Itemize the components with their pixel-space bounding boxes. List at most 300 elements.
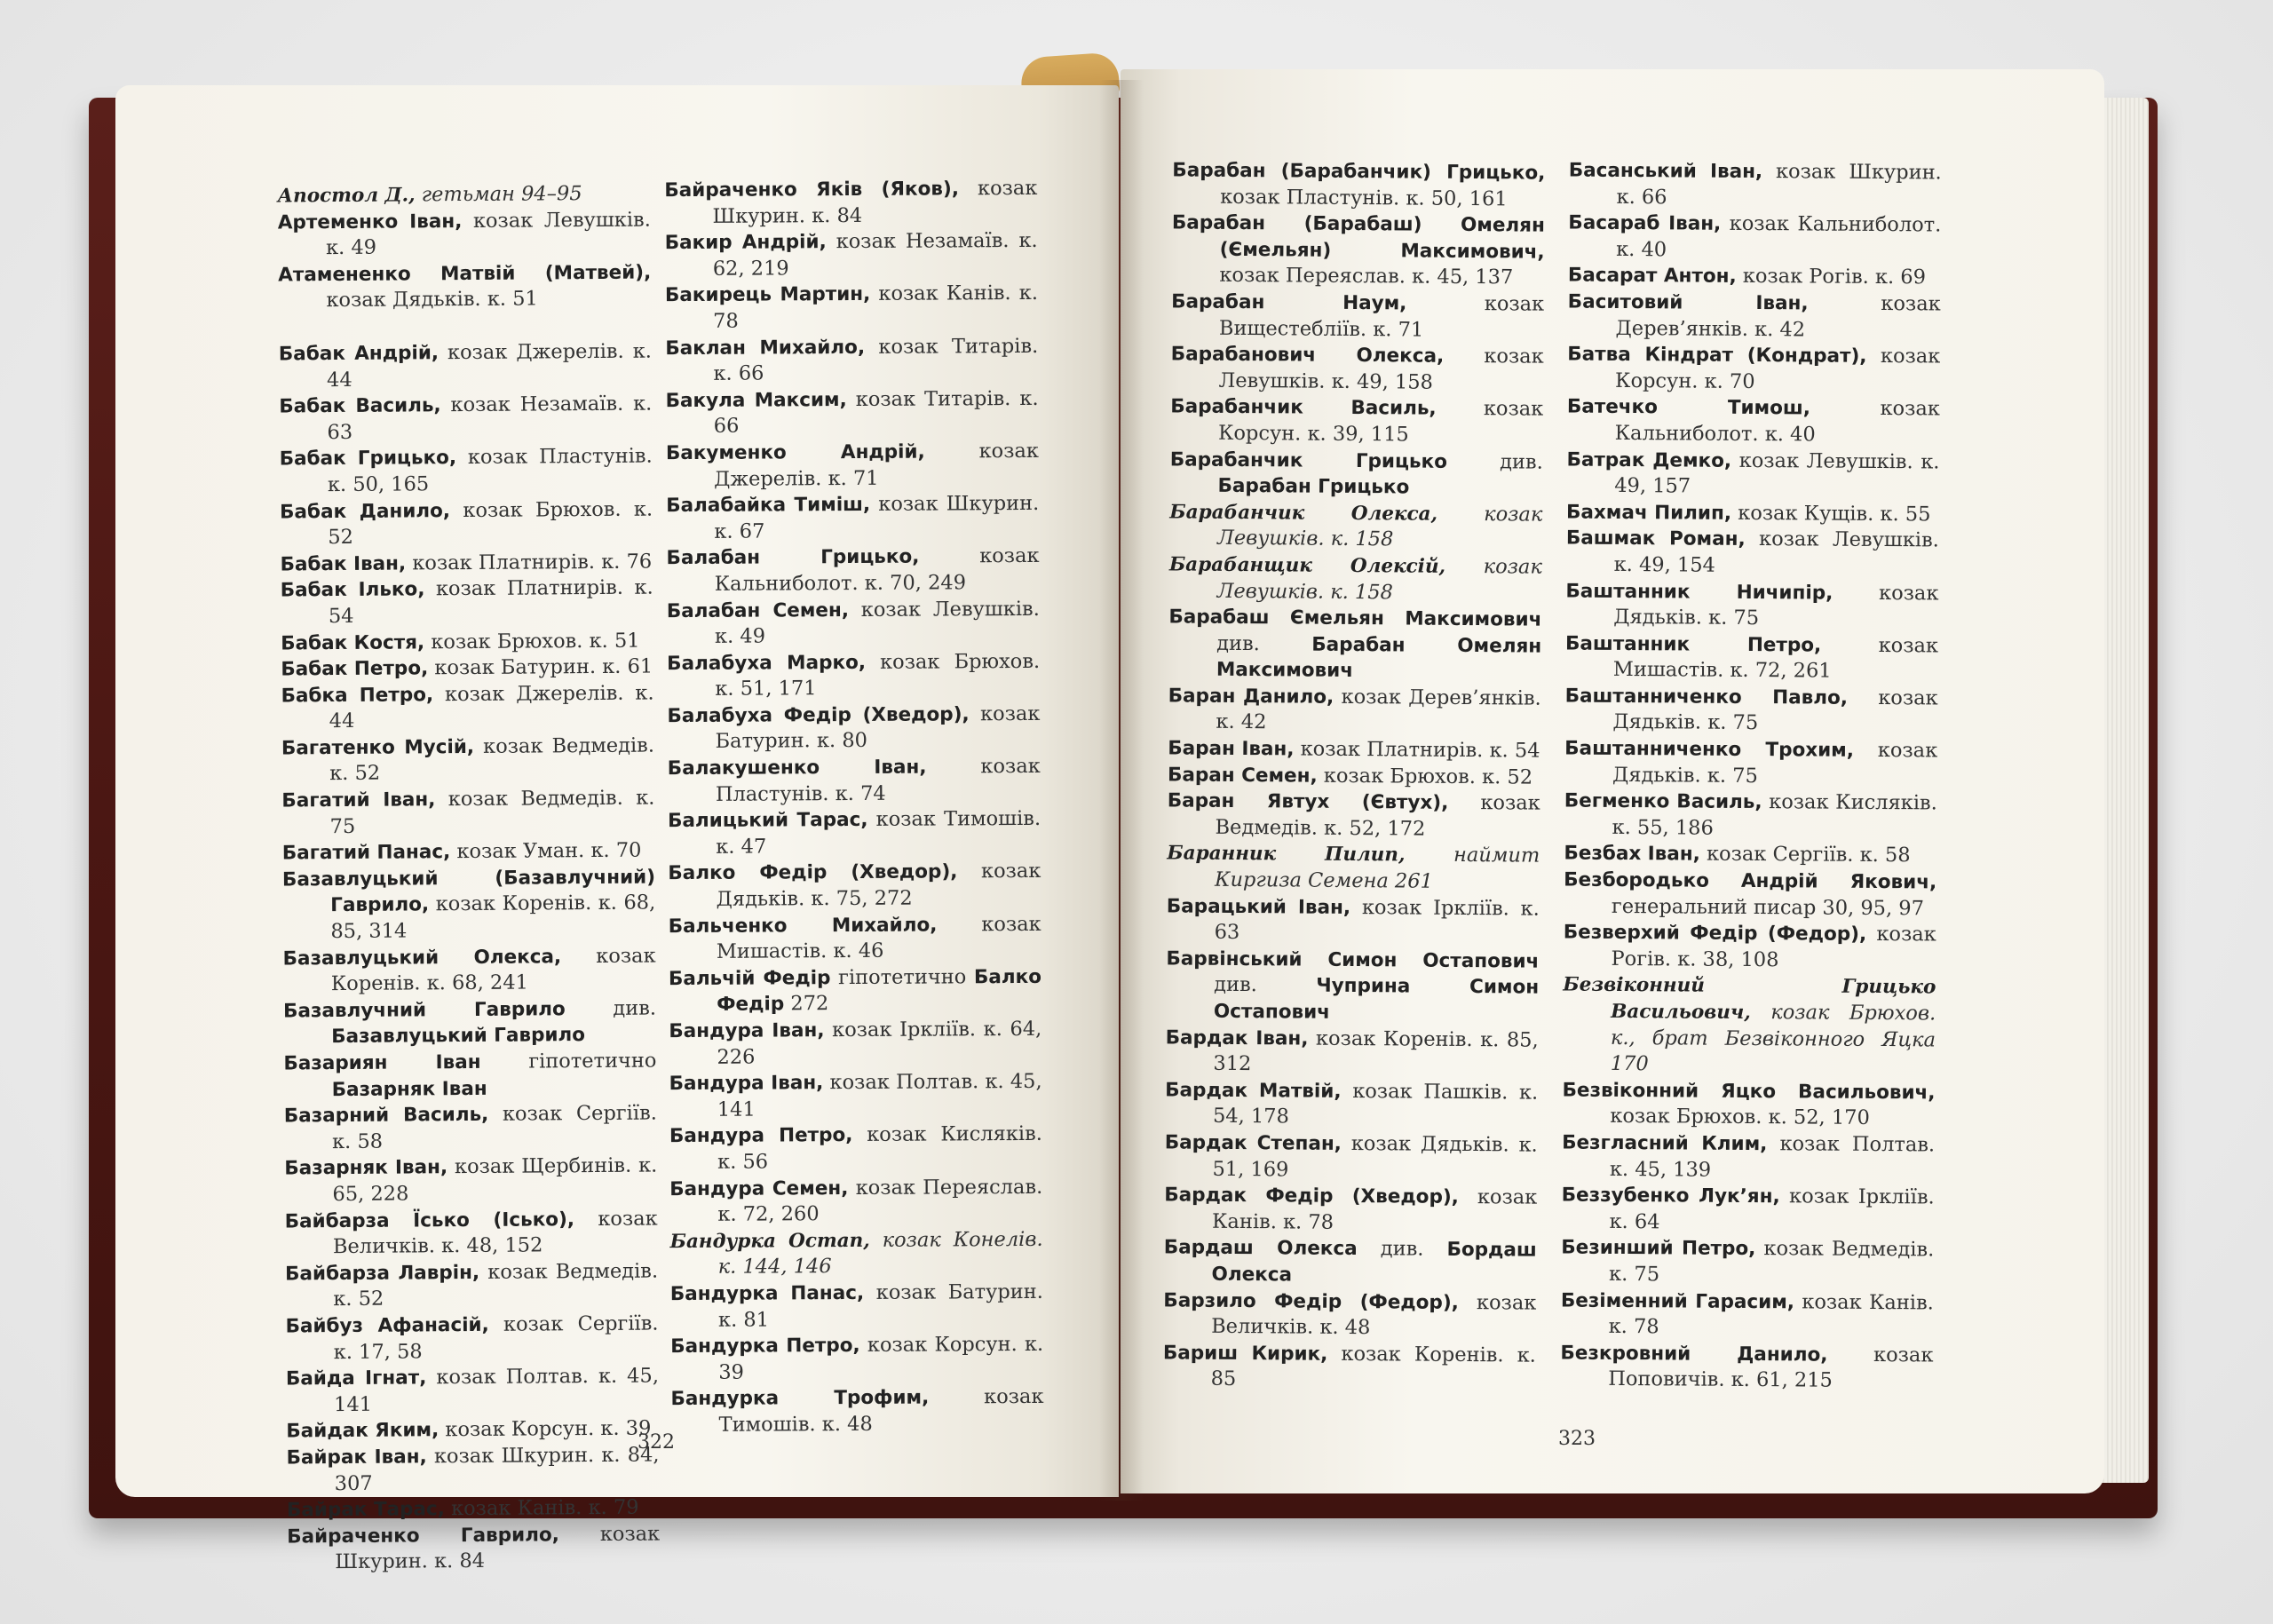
entry-name: Бандурка Трофим, [670,1386,930,1411]
entry-name: Безбородько Андрій Якович, [1564,868,1937,894]
entry-name: Байдак Яким, [286,1419,440,1443]
entry-detail: козак Ведмедів. к. 75 [329,786,655,838]
entry-name: Базавлучний Гаврило [282,998,566,1023]
entry-name: Баштанниченко Трохим, [1564,737,1855,762]
entry-name: Бандурка Петро, [670,1335,860,1359]
index-entry [1567,394,1940,449]
entry-detail: козак Сергіїв. к. 58 [331,1101,657,1153]
entry-name: Баштанниченко Павло, [1564,685,1849,709]
entry-name: Балко Федір (Хведор), [668,860,958,885]
entry-name: Бакир Андрій, [664,231,827,255]
index-entry [283,995,656,1050]
entry-detail: гіпотетично [480,1049,657,1073]
entry-name: Балабуха Федір (Хведор), [667,703,970,727]
entry-name: Бардак Федір (Хведор), [1164,1184,1459,1209]
index-entry [282,864,656,946]
entry-name: Бандурка Панас, [669,1281,865,1306]
entry-detail: козак Тимошів. к. 47 [716,807,1041,859]
entry-detail: козак Полтав. к. 45, 141 [717,1070,1042,1121]
page-number: 323 [1558,1428,1596,1450]
index-entry [281,733,654,788]
index-entry [281,654,653,684]
entry-name: Бариш Кирик, [1162,1342,1328,1366]
index-entry [1169,499,1542,554]
index-entry [286,1416,659,1446]
index-entry [670,1279,1043,1334]
entry-name: Барабан (Барабаш) Омелян (Ємельян) Максимович, [1171,211,1545,264]
entry-detail: козак Шкурин. к. 84, 307 [334,1443,660,1495]
entry-detail: козак Пластунів. к. 74 [715,754,1041,806]
index-entry [278,259,651,314]
entry-detail: козак Переяслав. к. 45, 137 [1219,264,1514,289]
entry-name: Безіменний Гарасим, [1560,1289,1795,1313]
index-entry [666,386,1039,440]
entry-detail: козак Дядьків. к. 51 [326,287,538,313]
entry-detail: козак Ведмедів. к. 52 [329,733,655,786]
index-entry [278,207,651,262]
index-entry [283,1049,656,1104]
index-column [1560,158,1942,1396]
entry-name: Базариян Іван [283,1050,481,1075]
entry-name: Артеменко Іван, [277,210,463,234]
entry-detail: козак Джерелів. к. 44 [329,681,654,733]
entry-detail: гіпотетично [830,965,975,989]
entry-detail: козак Рогів. к. 69 [1736,265,1927,289]
entry-name: Багатий Панас, [281,841,451,865]
entry-name: Барабанчик Василь, [1170,395,1437,421]
entry-name: Бабак Данило, [280,499,451,524]
index-entry [667,649,1040,703]
index-entry [280,496,653,551]
entry-detail: козак Полтав. к. 45, 141 [334,1364,660,1416]
entry-name: Барзило Федір (Федор), [1163,1288,1459,1314]
index-entry [278,181,651,210]
entry-detail: козак Дерев’янків. к. 42 [1615,291,1941,341]
entry-detail: козак Ірклiїв. к. 64, 226 [717,1017,1042,1069]
index-entry [669,1121,1042,1176]
entry-name: Балабан Семен, [666,598,850,622]
index-entry [283,943,656,998]
entry-detail: козак Левушків. к. 158 [1216,554,1542,604]
index-entry [1163,1287,1536,1343]
index-entry [667,701,1040,756]
entry-name: Батва Кіндрат (Кондрат), [1567,343,1867,368]
entry-name: Безгласний Клим, [1562,1131,1768,1156]
index-entry [285,1311,658,1366]
entry-name: Бабак Андрій, [278,342,440,366]
index-entry [1165,1077,1538,1132]
entry-detail: див. [1216,631,1312,656]
entry-detail: козак Дядьків. к. 75 [1613,581,1939,630]
entry-detail: козак Ведмедів. к. 52 [333,1259,659,1311]
book-gutter [1099,80,1144,1501]
entry-name: Бардак Матвій, [1165,1079,1342,1103]
index-entry [1168,735,1540,764]
entry-detail: козак Корсун. к. 39, 115 [1217,397,1544,447]
index-entry [1166,946,1540,1027]
entry-name: Безбах Іван, [1564,842,1700,867]
entry-detail: козак Ведмедів. к. 75 [1608,1237,1935,1287]
index-entry [279,392,652,447]
index-column [1163,157,1546,1395]
entry-detail: козак Дерев’янків. к. 42 [1216,685,1541,734]
index-entry [1168,762,1540,791]
entry-name: Балакушенко Іван, [667,756,927,780]
index-entry [281,628,653,657]
entry-detail: козак Сергіїв. к. 58 [1699,843,1911,867]
entry-detail: козак Шкурин. к. 84 [335,1522,661,1574]
index-column [664,176,1043,1439]
entry-name: Бабак Грицько, [279,447,457,471]
entry-detail: козак Канів. к. 78 [713,281,1039,333]
entry-detail: козак Брюхов. к. 52 [1317,764,1533,789]
index-entry [285,1206,658,1261]
entry-detail: козак Мишастів. к. 72, 261 [1612,633,1939,683]
index-entry [1170,342,1543,397]
index-entry [666,439,1039,493]
index-entry [1568,210,1941,265]
entry-name: Бардак Іван, [1165,1026,1309,1050]
entry-detail: козак Рогів. к. 38, 108 [1611,923,1936,972]
entry-name: Барвінський Симон Остапович [1166,947,1540,973]
entry-name: Бакирець Мартин, [664,283,871,307]
index-entry [1568,158,1941,213]
entry-name: Батрак Демко, [1566,448,1732,472]
entry-detail: козак Конелів. к. 144, 146 [717,1227,1043,1279]
entry-name: Бандурка Остап, [669,1229,870,1253]
index-entry [1171,289,1544,344]
entry-name: Безвіконний Грицько Васильович, [1563,973,1936,1025]
entry-name: Беззубенко Лук’ян, [1561,1184,1780,1208]
entry-cross-reference: Чуприна Симон Остапович [1213,975,1540,1024]
entry-name: Барабаш Ємельян Максимович [1168,606,1542,631]
entry-detail: козак Левушків. к. 49, 154 [1613,527,1939,577]
entry-detail: козак Коренів. к. 85 [1210,1342,1536,1391]
entry-name: Бандура Семен, [669,1176,849,1200]
index-entry [1564,683,1937,738]
index-entry [282,838,655,867]
index-entry [669,964,1041,1018]
index-entry [1561,1183,1934,1238]
entry-name: Баклан Михайло, [665,336,866,360]
entry-name: Баситовий Іван, [1567,290,1809,315]
entry-name: Бегменко Василь, [1564,789,1762,814]
index-entry [668,754,1041,808]
entry-detail: козак Величків. к. 48, 152 [332,1207,658,1259]
index-entry [1164,1182,1537,1237]
index-entry [669,1069,1042,1123]
index-entry [287,1495,660,1525]
entry-cross-reference: Барабан Грицько [1217,474,1410,499]
entry-detail: козак Батурин. к. 61 [428,654,653,680]
entry-cross-reference: Балко Федір [717,965,1042,1017]
entry-detail: козак Джерелів. к. 44 [326,339,652,392]
entry-detail: козак Пашків. к. 54, 178 [1212,1079,1539,1129]
index-entry [1560,1340,1933,1395]
index-entry [665,333,1038,387]
entry-name: Бальчій Федір [668,966,831,990]
entry-detail: козак Мишастів. к. 46 [716,912,1041,964]
index-entry [669,1174,1042,1228]
entry-detail: див. [565,996,657,1021]
entry-name: Бакуменко Андрій, [665,440,925,465]
index-entry [670,1384,1043,1438]
entry-name: Баран Іван, [1168,737,1295,761]
entry-detail: козак Дядьків. к. 75 [1612,685,1938,735]
entry-name: Базавлуцький (Базавлучний) Гаврило, [281,866,656,917]
entry-detail: козак Корсун. к. 70 [1615,345,1941,393]
index-entry [667,596,1040,650]
entry-detail: козак Коренів. к. 85, 312 [1213,1026,1539,1076]
entry-detail: гетьман 94–95 [415,182,582,207]
index-entry [1566,447,1939,502]
index-entry [1566,499,1939,528]
index-entry [1565,578,1938,633]
index-entry [1166,893,1539,948]
index-entry [666,543,1039,598]
entry-cross-reference: Барабан Омелян Максимович [1216,633,1542,683]
entry-tail: 272 [784,992,829,1016]
index-entry [1167,841,1540,896]
index-entry [1564,788,1936,844]
index-entry [1169,447,1542,502]
index-entry [669,1017,1041,1071]
entry-detail: див. [1446,449,1543,474]
entry-detail: козак Незамаїв. к. 63 [327,392,653,444]
entry-detail: козак Брюхов. к. 52, 170 [1610,1105,1870,1130]
index-entry [1566,526,1939,581]
entry-name: Барабанович Олекса, [1170,343,1445,368]
entry-name: Баранник Пилип, [1167,842,1406,867]
index-entry [1568,263,1941,292]
entry-name: Бабак Іван, [280,552,407,576]
entry-detail: козак Кисляків. к. 55, 186 [1612,790,1937,840]
entry-name: Байраченко Гаврило, [287,1523,559,1549]
index-entry [1564,736,1937,791]
entry-name: Бандура Іван, [669,1072,824,1096]
entry-name: Байбуз Афанасій, [285,1313,489,1338]
index-entry [1171,210,1545,292]
entry-detail: наймит Киргиза Семена 261 [1214,843,1540,893]
index-entry [285,1258,658,1313]
index-entry [1163,1340,1536,1395]
entry-name: Барабанщик Олексій, [1168,553,1446,578]
entry-name: Барацький Іван, [1166,894,1351,919]
entry-name: Багатенко Мусій, [281,735,475,760]
entry-detail: козак Кисляків. к. 56 [717,1122,1042,1174]
entry-name: Бабак Василь, [279,394,441,418]
entry-name: Базарняк Іван, [284,1156,448,1180]
entry-name: Барабан Наум, [1171,290,1407,315]
entry-detail: козак Пластунів. к. 50, 165 [327,444,653,497]
index-entry [1563,920,1936,975]
entry-detail: козак Щербинів. к. 65, 228 [332,1153,658,1207]
index-entry [665,228,1038,282]
entry-detail: козак Полтав. к. 45, 139 [1609,1132,1936,1182]
entry-name: Баштанник Ничипір, [1565,580,1833,605]
entry-name: Байрак Тарас, [286,1498,445,1522]
entry-detail: козак Левушків. к. 158 [1217,502,1543,551]
entry-detail: козак Брюхов. к. 51, 171 [715,649,1041,701]
entry-name: Басарат Антон, [1567,264,1737,289]
index-entry [669,1227,1042,1281]
index-entry [1167,788,1540,844]
entry-name: Бабак Ілько, [280,578,425,602]
index-entry [1165,1025,1538,1080]
entry-name: Атамененко Матвій (Матвей), [278,261,652,287]
entry-detail: козак Левушків. к. 49, 158 [1218,344,1544,394]
index-entry [1163,1235,1536,1290]
entry-detail: козак Канів. к. 78 [1608,1289,1934,1339]
entry-name: Бахмач Пилип, [1565,501,1732,525]
entry-detail: козак Ірклiїв. к. 64 [1609,1184,1935,1234]
entry-detail: козак Левушків. к. 49 [325,208,651,260]
entry-detail: козак Дядьків. к. 51, 169 [1212,1131,1538,1181]
entry-detail: козак Дядьків. к. 75 [1612,738,1938,788]
entry-detail: козак Брюхов. к. 51 [424,629,640,654]
index-entry [1567,289,1940,345]
index-entry [668,806,1041,860]
index-entry [1561,1235,1934,1290]
entry-detail: див. [1214,973,1317,998]
entry-detail: генеральний писар 30, 95, 97 [1611,894,1925,920]
entry-name: Батечко Тимош, [1566,395,1811,420]
index-entry [1170,394,1543,449]
entry-name: Апостол Д., [277,184,416,208]
index-entry [279,339,652,394]
entry-detail: козак Батурин. к. 80 [715,701,1041,754]
entry-name: Байбарза Лаврін, [285,1261,480,1286]
index-entry [666,491,1039,545]
entry-name: Багатий Іван, [281,788,436,812]
entry-cross-reference: Базавлуцький Гаврило [331,1024,586,1049]
entry-detail: козак Уман. к. 70 [450,838,642,864]
index-entry [1564,841,1936,870]
entry-detail: козак Коренів. к. 68, 241 [330,944,656,996]
entry-name: Бальченко Михайло, [668,914,938,938]
index-entry [286,1364,659,1419]
entry-cross-reference: Бордаш Олекса [1211,1239,1537,1287]
entry-detail: козак Шкурин. к. 67 [714,492,1040,543]
index-entry [1164,1129,1537,1184]
entry-detail: козак Пластунів. к. 50, 161 [1220,185,1508,210]
entry-name: Балабан Грицько, [666,545,920,570]
entry-name: Базарний Василь, [283,1104,489,1128]
entry-name: Бабак Костя, [281,630,425,654]
entry-detail: козак Переяслав. к. 72, 260 [717,1175,1043,1226]
index-entry [284,1153,657,1208]
entry-name: Байраченко Яків (Яков), [664,178,960,202]
entry-detail: козак Поповичів. к. 61, 215 [1608,1343,1934,1392]
index-entry [280,549,653,578]
entry-detail: козак Тимошів. к. 48 [718,1385,1044,1437]
index-entry [1172,157,1545,212]
index-entry [1168,683,1540,738]
entry-detail: козак Сергіїв. к. 17, 58 [333,1311,659,1364]
index-entry [281,786,654,841]
entry-name: Безкровний Данило, [1560,1342,1828,1367]
entry-detail: козак Брюхов. к. 52 [328,497,653,550]
entry-detail: козак Коренів. к. 68, 85, 314 [330,891,656,944]
index-entry [668,859,1041,913]
entry-name: Баран Данило, [1168,685,1334,709]
entry-name: Балабуха Марко, [667,651,867,675]
entry-detail: козак Вищестеблiїв. к. 71 [1218,291,1545,342]
entry-name: Бабка Петро, [281,683,434,708]
entry-detail: козак Кальнибoлот. к. 40 [1614,396,1940,447]
entry-name: Бандура Іван, [669,1019,825,1043]
entry-name: Байбарза Їсько (Ісько), [284,1208,575,1233]
entry-detail: козак Платнирів. к. 54 [328,575,653,629]
entry-name: Басанський Іван, [1568,159,1763,184]
index-entry [281,680,653,735]
entry-name: Барабанчик Грицько [1169,448,1448,473]
entry-detail: козак Джерелів. к. 71 [713,439,1039,491]
entry-detail: козак Брюхов. к., брат Безвіконного Яцка 170 [1610,1001,1936,1076]
entry-name: Башмак Роман, [1565,527,1746,551]
entry-name: Баран Явтух (Євтух), [1167,789,1449,815]
entry-name: Базавлуцький Олекса, [282,945,562,970]
entry-detail: козак Корсун. к. 39 [439,1416,652,1442]
entry-name: Бандура Петро, [669,1124,853,1148]
entry-detail: козак Величків. к. 48 [1211,1290,1537,1340]
entry-detail: козак Кальнибoлот. к. 70, 249 [714,544,1040,596]
index-entry [1562,1129,1935,1184]
index-entry [1564,867,1936,923]
entry-detail: козак Ірклiїв. к. 63 [1214,895,1540,945]
index-entry [1563,972,1936,1080]
entry-name: Байрак Іван, [286,1446,427,1470]
entry-detail: козак Канів. к. 78 [1211,1185,1538,1234]
index-entry [1565,630,1938,685]
entry-detail: козак Незамаїв. к. 62, 219 [712,229,1038,281]
entry-detail: див. [1357,1237,1447,1262]
page-number: 322 [638,1431,675,1454]
index-column [278,181,661,1577]
index-entry [287,1521,660,1576]
entry-detail: козак Шкурин. к. 66 [1616,160,1942,209]
entry-name: Барабан (Барабанчик) Грицько, [1172,159,1546,185]
index-entry [1169,551,1542,606]
entry-detail: козак Титарів. к. 66 [713,334,1039,385]
entry-detail: козак Батурин. к. 81 [717,1279,1043,1332]
index-entry [669,912,1041,966]
entry-detail: козак Кущів. к. 55 [1730,501,1931,527]
index-entry [1168,604,1542,685]
entry-name: Бардак Степан, [1164,1131,1342,1155]
entry-detail: козак Шкурин. к. 84 [712,176,1038,228]
entry-name: Безвіконний Яцко Васильович, [1562,1079,1936,1105]
entry-name: Безинший Петро, [1561,1236,1756,1261]
entry-detail: козак Платнирів. к. 76 [406,550,653,575]
entry-detail: козак Ведмедів. к. 52, 172 [1215,791,1540,841]
entry-name: Баран Семен, [1167,764,1318,788]
entry-name: Бардаш Олекса [1163,1236,1358,1261]
index-entry [281,575,653,630]
index-entry [670,1332,1043,1386]
index-entry [665,281,1038,335]
entry-cross-reference: Базарняк Іван [331,1077,487,1101]
entry-name: Балабайка Тиміш, [666,494,871,518]
entry-detail: козак Канів. к. 79 [444,1495,639,1521]
entry-detail: козак Корсун. к. 39 [718,1333,1044,1384]
index-entry [1562,1077,1935,1132]
entry-name: Бакула Максим, [665,388,847,412]
index-entry [284,1101,657,1156]
index-entry [280,444,653,499]
index-entry [286,1442,659,1497]
entry-name: Байда Ігнат, [285,1367,427,1390]
